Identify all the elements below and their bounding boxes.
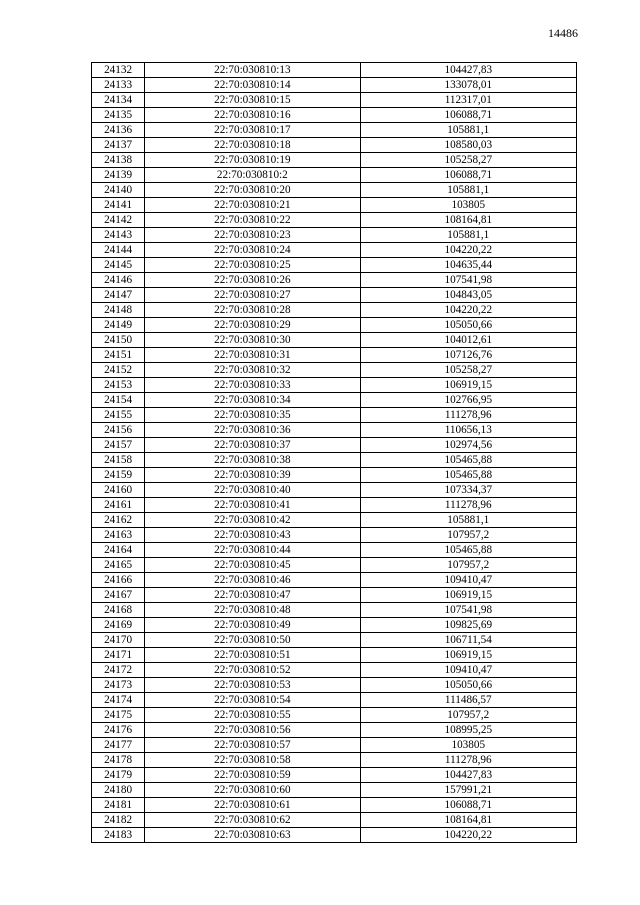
- cadastral-number-cell: 22:70:030810:40: [145, 483, 360, 498]
- cadastral-value-cell: 108164,81: [360, 213, 576, 228]
- table-row: [92, 288, 577, 303]
- table-row: [92, 78, 577, 93]
- cadastral-value-cell: 105258,27: [360, 153, 576, 168]
- cadastral-value-cell: 106088,71: [360, 798, 576, 813]
- table-row: [92, 513, 577, 528]
- cadastral-value-cell: 110656,13: [360, 423, 576, 438]
- row-number-cell: 24148: [92, 303, 145, 318]
- cadastral-number-cell: 22:70:030810:48: [145, 603, 360, 618]
- cadastral-number-cell: 22:70:030810:52: [145, 663, 360, 678]
- table-row: [92, 783, 577, 798]
- cadastral-number-cell: 22:70:030810:60: [145, 783, 360, 798]
- table-row: [92, 663, 577, 678]
- row-number-cell: 24160: [92, 483, 145, 498]
- cadastral-value-cell: 105465,88: [360, 453, 576, 468]
- table-row: [92, 228, 577, 243]
- cadastral-value-cell: 107957,2: [360, 708, 576, 723]
- row-number-cell: 24152: [92, 363, 145, 378]
- table-row: [92, 588, 577, 603]
- cadastral-number-cell: 22:70:030810:24: [145, 243, 360, 258]
- table-row: [92, 603, 577, 618]
- cadastral-value-cell: 106919,15: [360, 588, 576, 603]
- cadastral-number-cell: 22:70:030810:39: [145, 468, 360, 483]
- table-row: [92, 798, 577, 813]
- row-number-cell: 24144: [92, 243, 145, 258]
- cadastral-number-cell: 22:70:030810:49: [145, 618, 360, 633]
- cadastral-number-cell: 22:70:030810:62: [145, 813, 360, 828]
- table-row: [92, 648, 577, 663]
- row-number-cell: 24182: [92, 813, 145, 828]
- row-number-cell: 24179: [92, 768, 145, 783]
- table-row: [92, 468, 577, 483]
- cadastral-value-cell: 105881,1: [360, 513, 576, 528]
- cadastral-number-cell: 22:70:030810:32: [145, 363, 360, 378]
- cadastral-value-cell: 104220,22: [360, 828, 576, 843]
- cadastral-value-cell: 103805: [360, 198, 576, 213]
- row-number-cell: 24161: [92, 498, 145, 513]
- row-number-cell: 24165: [92, 558, 145, 573]
- row-number-cell: 24178: [92, 753, 145, 768]
- row-number-cell: 24162: [92, 513, 145, 528]
- table-row: [92, 558, 577, 573]
- cadastral-value-cell: 104220,22: [360, 303, 576, 318]
- table-row: [92, 678, 577, 693]
- row-number-cell: 24156: [92, 423, 145, 438]
- table-row: [92, 273, 577, 288]
- table-row: [92, 408, 577, 423]
- cadastral-number-cell: 22:70:030810:42: [145, 513, 360, 528]
- cadastral-number-cell: 22:70:030810:16: [145, 108, 360, 123]
- table-row: [92, 528, 577, 543]
- cadastral-number-cell: 22:70:030810:37: [145, 438, 360, 453]
- row-number-cell: 24176: [92, 723, 145, 738]
- row-number-cell: 24155: [92, 408, 145, 423]
- cadastral-value-cell: 108580,03: [360, 138, 576, 153]
- row-number-cell: 24133: [92, 78, 145, 93]
- row-number-cell: 24149: [92, 318, 145, 333]
- table-row: [92, 63, 577, 78]
- row-number-cell: 24159: [92, 468, 145, 483]
- cadastral-value-cell: 105258,27: [360, 363, 576, 378]
- cadastral-value-cell: 107957,2: [360, 558, 576, 573]
- table-row: [92, 483, 577, 498]
- cadastral-number-cell: 22:70:030810:56: [145, 723, 360, 738]
- cadastral-value-cell: 109410,47: [360, 663, 576, 678]
- cadastral-value-cell: 111278,96: [360, 498, 576, 513]
- cadastral-number-cell: 22:70:030810:47: [145, 588, 360, 603]
- row-number-cell: 24142: [92, 213, 145, 228]
- page-number: 14486: [548, 26, 578, 40]
- cadastral-value-cell: 107334,37: [360, 483, 576, 498]
- table-row: [92, 393, 577, 408]
- row-number-cell: 24164: [92, 543, 145, 558]
- cadastral-value-cell: 104220,22: [360, 243, 576, 258]
- table-row: [92, 378, 577, 393]
- table-row: [92, 723, 577, 738]
- cadastral-value-cell: 106711,54: [360, 633, 576, 648]
- table-row: [92, 183, 577, 198]
- row-number-cell: 24153: [92, 378, 145, 393]
- table-row: [92, 708, 577, 723]
- table-row: [92, 633, 577, 648]
- table-row: [92, 198, 577, 213]
- row-number-cell: 24138: [92, 153, 145, 168]
- cadastral-number-cell: 22:70:030810:43: [145, 528, 360, 543]
- table-row: [92, 123, 577, 138]
- cadastral-value-cell: 104635,44: [360, 258, 576, 273]
- table-row: [92, 828, 577, 843]
- table-row: [92, 168, 577, 183]
- table-row: [92, 618, 577, 633]
- row-number-cell: 24175: [92, 708, 145, 723]
- table-row: [92, 243, 577, 258]
- table-row: [92, 423, 577, 438]
- row-number-cell: 24135: [92, 108, 145, 123]
- table-row: [92, 348, 577, 363]
- row-number-cell: 24172: [92, 663, 145, 678]
- row-number-cell: 24136: [92, 123, 145, 138]
- cadastral-value-cell: 112317,01: [360, 93, 576, 108]
- cadastral-value-cell: 111278,96: [360, 408, 576, 423]
- cadastral-number-cell: 22:70:030810:29: [145, 318, 360, 333]
- cadastral-number-cell: 22:70:030810:57: [145, 738, 360, 753]
- row-number-cell: 24174: [92, 693, 145, 708]
- cadastral-number-cell: 22:70:030810:44: [145, 543, 360, 558]
- cadastral-number-cell: 22:70:030810:46: [145, 573, 360, 588]
- table-row: [92, 153, 577, 168]
- cadastral-number-cell: 22:70:030810:17: [145, 123, 360, 138]
- table-row: [92, 333, 577, 348]
- cadastral-number-cell: 22:70:030810:25: [145, 258, 360, 273]
- table-row: [92, 138, 577, 153]
- row-number-cell: 24158: [92, 453, 145, 468]
- cadastral-number-cell: 22:70:030810:58: [145, 753, 360, 768]
- row-number-cell: 24143: [92, 228, 145, 243]
- cadastral-value-cell: 105465,88: [360, 468, 576, 483]
- table-row: [92, 453, 577, 468]
- table-row: [92, 438, 577, 453]
- table-row: [92, 93, 577, 108]
- cadastral-number-cell: 22:70:030810:21: [145, 198, 360, 213]
- cadastral-value-cell: 133078,01: [360, 78, 576, 93]
- cadastral-number-cell: 22:70:030810:22: [145, 213, 360, 228]
- row-number-cell: 24173: [92, 678, 145, 693]
- table-row: [92, 768, 577, 783]
- cadastral-number-cell: 22:70:030810:50: [145, 633, 360, 648]
- table-row: [92, 303, 577, 318]
- cadastral-value-cell: 105881,1: [360, 228, 576, 243]
- cadastral-number-cell: 22:70:030810:36: [145, 423, 360, 438]
- cadastral-value-cell: 105465,88: [360, 543, 576, 558]
- cadastral-number-cell: 22:70:030810:15: [145, 93, 360, 108]
- cadastral-value-cell: 157991,21: [360, 783, 576, 798]
- table-row: [92, 573, 577, 588]
- cadastral-value-cell: 102766,95: [360, 393, 576, 408]
- cadastral-number-cell: 22:70:030810:23: [145, 228, 360, 243]
- cadastral-number-cell: 22:70:030810:19: [145, 153, 360, 168]
- row-number-cell: 24154: [92, 393, 145, 408]
- cadastral-number-cell: 22:70:030810:20: [145, 183, 360, 198]
- cadastral-value-cell: 105050,66: [360, 318, 576, 333]
- cadastral-value-cell: 109825,69: [360, 618, 576, 633]
- cadastral-number-cell: 22:70:030810:26: [145, 273, 360, 288]
- cadastral-value-cell: 106919,15: [360, 648, 576, 663]
- row-number-cell: 24145: [92, 258, 145, 273]
- cadastral-number-cell: 22:70:030810:35: [145, 408, 360, 423]
- row-number-cell: 24132: [92, 63, 145, 78]
- cadastral-value-cell: 107126,76: [360, 348, 576, 363]
- cadastral-number-cell: 22:70:030810:27: [145, 288, 360, 303]
- row-number-cell: 24147: [92, 288, 145, 303]
- cadastral-value-cell: 105881,1: [360, 183, 576, 198]
- row-number-cell: 24157: [92, 438, 145, 453]
- row-number-cell: 24168: [92, 603, 145, 618]
- row-number-cell: 24140: [92, 183, 145, 198]
- cadastral-value-cell: 108164,81: [360, 813, 576, 828]
- cadastral-value-cell: 102974,56: [360, 438, 576, 453]
- row-number-cell: 24141: [92, 198, 145, 213]
- table-body: [92, 63, 577, 843]
- cadastral-value-cell: 103805: [360, 738, 576, 753]
- row-number-cell: 24150: [92, 333, 145, 348]
- table-row: [92, 753, 577, 768]
- cadastral-number-cell: 22:70:030810:31: [145, 348, 360, 363]
- row-number-cell: 24167: [92, 588, 145, 603]
- cadastral-value-cell: 108995,25: [360, 723, 576, 738]
- cadastral-value-cell: 111278,96: [360, 753, 576, 768]
- row-number-cell: 24137: [92, 138, 145, 153]
- row-number-cell: 24146: [92, 273, 145, 288]
- table-row: [92, 543, 577, 558]
- row-number-cell: 24183: [92, 828, 145, 843]
- cadastral-number-cell: 22:70:030810:13: [145, 63, 360, 78]
- cadastral-number-cell: 22:70:030810:61: [145, 798, 360, 813]
- cadastral-value-cell: 104012,61: [360, 333, 576, 348]
- cadastral-number-cell: 22:70:030810:45: [145, 558, 360, 573]
- cadastral-number-cell: 22:70:030810:34: [145, 393, 360, 408]
- row-number-cell: 24134: [92, 93, 145, 108]
- cadastral-number-cell: 22:70:030810:55: [145, 708, 360, 723]
- cadastral-value-cell: 104427,83: [360, 768, 576, 783]
- cadastral-value-table: [91, 62, 577, 843]
- cadastral-value-cell: 106919,15: [360, 378, 576, 393]
- row-number-cell: 24163: [92, 528, 145, 543]
- table-row: [92, 363, 577, 378]
- cadastral-value-cell: 104427,83: [360, 63, 576, 78]
- cadastral-value-cell: 105050,66: [360, 678, 576, 693]
- cadastral-number-cell: 22:70:030810:51: [145, 648, 360, 663]
- table-row: [92, 498, 577, 513]
- cadastral-number-cell: 22:70:030810:2: [145, 168, 360, 183]
- cadastral-number-cell: 22:70:030810:54: [145, 693, 360, 708]
- row-number-cell: 24170: [92, 633, 145, 648]
- cadastral-value-cell: 107541,98: [360, 603, 576, 618]
- cadastral-number-cell: 22:70:030810:59: [145, 768, 360, 783]
- cadastral-value-cell: 107541,98: [360, 273, 576, 288]
- row-number-cell: 24180: [92, 783, 145, 798]
- row-number-cell: 24177: [92, 738, 145, 753]
- cadastral-number-cell: 22:70:030810:28: [145, 303, 360, 318]
- cadastral-value-cell: 111486,57: [360, 693, 576, 708]
- cadastral-value-cell: 106088,71: [360, 168, 576, 183]
- table-row: [92, 318, 577, 333]
- cadastral-value-cell: 104843,05: [360, 288, 576, 303]
- cadastral-value-cell: 106088,71: [360, 108, 576, 123]
- cadastral-number-cell: 22:70:030810:18: [145, 138, 360, 153]
- table-row: [92, 738, 577, 753]
- table-row: [92, 108, 577, 123]
- cadastral-value-cell: 105881,1: [360, 123, 576, 138]
- row-number-cell: 24171: [92, 648, 145, 663]
- cadastral-number-cell: 22:70:030810:53: [145, 678, 360, 693]
- row-number-cell: 24169: [92, 618, 145, 633]
- table-row: [92, 693, 577, 708]
- cadastral-value-cell: 107957,2: [360, 528, 576, 543]
- cadastral-number-cell: 22:70:030810:63: [145, 828, 360, 843]
- table-row: [92, 813, 577, 828]
- cadastral-number-cell: 22:70:030810:14: [145, 78, 360, 93]
- cadastral-value-cell: 109410,47: [360, 573, 576, 588]
- cadastral-number-cell: 22:70:030810:30: [145, 333, 360, 348]
- table-row: [92, 258, 577, 273]
- cadastral-number-cell: 22:70:030810:33: [145, 378, 360, 393]
- table-row: [92, 213, 577, 228]
- cadastral-number-cell: 22:70:030810:41: [145, 498, 360, 513]
- row-number-cell: 24181: [92, 798, 145, 813]
- row-number-cell: 24151: [92, 348, 145, 363]
- cadastral-number-cell: 22:70:030810:38: [145, 453, 360, 468]
- row-number-cell: 24166: [92, 573, 145, 588]
- row-number-cell: 24139: [92, 168, 145, 183]
